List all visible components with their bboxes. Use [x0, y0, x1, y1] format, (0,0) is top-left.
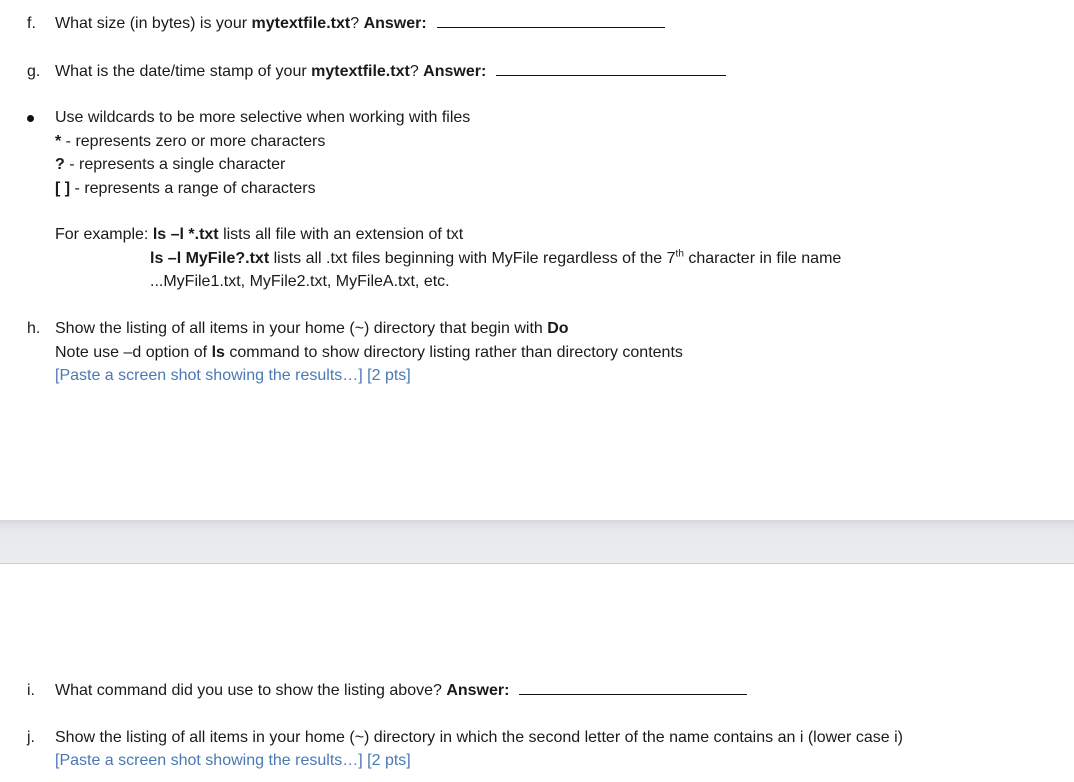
- item-g-marker: g.: [27, 63, 41, 80]
- question-i: [55, 681, 747, 701]
- page-break: [0, 520, 1074, 564]
- question-g-qmark: ?: [409, 63, 419, 80]
- wildcards-intro: Use wildcards to be more selective when working with files: [55, 109, 471, 126]
- example-3: ...MyFile1.txt, MyFile2.txt, MyFileA.txt, etc.: [150, 273, 450, 290]
- question-h-bold: Do: [547, 320, 569, 337]
- question-h-text: Show the listing of all items in your home (~) directory that begin with: [55, 320, 548, 337]
- question-g-text: What is the date/time stamp of your: [55, 63, 312, 80]
- question-g: [55, 62, 726, 82]
- screenshot-placeholder-j[interactable]: [Paste a screen shot showing the results…] [2 pts]: [55, 752, 411, 769]
- question-i-answer-label: Answer:: [446, 682, 510, 699]
- example-2-desc: lists all .txt files beginning with MyFile regardless of the 7: [269, 250, 676, 267]
- note-post: command to show directory listing rather than directory contents: [224, 344, 683, 361]
- item-i-marker: i.: [27, 682, 35, 699]
- question-h: [55, 319, 569, 339]
- note-command: ls: [211, 344, 225, 361]
- wildcard-question-desc: - represents a single character: [64, 156, 286, 173]
- example-label: For example:: [55, 226, 153, 243]
- question-f-filename: mytextfile.txt: [251, 15, 351, 32]
- question-i-text: What command did you use to show the listing above?: [55, 682, 447, 699]
- note-pre: Note use –d option of: [55, 344, 212, 361]
- wildcard-question: [55, 155, 285, 175]
- wildcard-question-symbol: ?: [55, 156, 65, 173]
- answer-f-blank[interactable]: [437, 26, 665, 28]
- screenshot-placeholder-h[interactable]: [Paste a screen shot showing the results…] [2 pts]: [55, 367, 411, 384]
- example-2-tail: character in file name: [683, 250, 842, 267]
- bullet-icon: [27, 115, 34, 122]
- question-h-note: [55, 343, 683, 363]
- wildcard-range-symbol: [ ]: [55, 180, 71, 197]
- item-j-marker: j.: [27, 729, 35, 746]
- wildcard-star-symbol: *: [55, 133, 62, 150]
- item-h-marker: h.: [27, 320, 41, 337]
- wildcard-range-desc: - represents a range of characters: [70, 180, 316, 197]
- question-f-text: What size (in bytes) is your: [55, 15, 252, 32]
- question-f-answer-label: Answer:: [363, 15, 427, 32]
- question-f: [55, 14, 665, 34]
- wildcard-range: [55, 179, 316, 199]
- question-g-answer-label: Answer:: [423, 63, 487, 80]
- answer-i-blank[interactable]: [519, 693, 747, 695]
- item-f-marker: f.: [27, 15, 36, 32]
- example-2-superscript: th: [675, 248, 684, 260]
- example-1-command: ls –l *.txt: [152, 226, 219, 243]
- question-j: Show the listing of all items in your home (~) directory in which the second letter of the name contains an i (lower case i): [55, 729, 903, 746]
- question-f-qmark: ?: [350, 15, 360, 32]
- question-g-filename: mytextfile.txt: [311, 63, 410, 80]
- example-2-command: ls –l MyFile?.txt: [150, 250, 270, 267]
- example-1: [55, 225, 463, 245]
- wildcard-star-desc: - represents zero or more characters: [61, 133, 326, 150]
- example-2: [150, 249, 841, 269]
- answer-g-blank[interactable]: [496, 74, 726, 76]
- example-1-desc: lists all file with an extension of txt: [218, 226, 464, 243]
- wildcard-star: [55, 132, 325, 152]
